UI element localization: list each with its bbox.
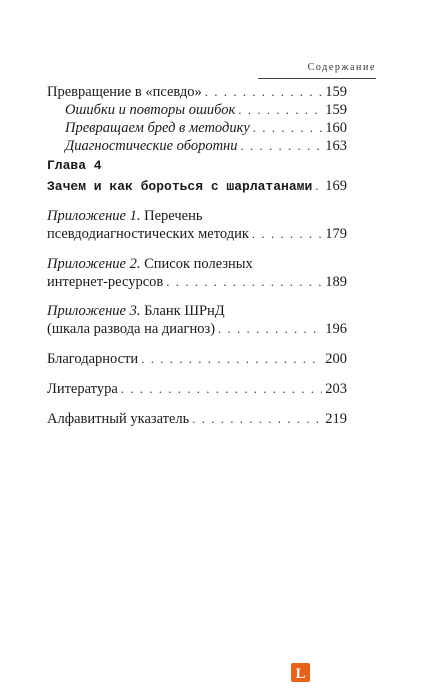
appendix-prefix: Приложение 1. — [47, 208, 141, 224]
leader-dots — [141, 350, 322, 368]
header-rule — [258, 78, 376, 79]
leader-dots — [238, 101, 322, 119]
toc-subentry-label: Ошибки и повторы ошибок — [65, 102, 236, 118]
toc-entry-page: 159 — [325, 84, 347, 100]
leader-dots — [166, 273, 322, 291]
appendix-3-line2[interactable] — [47, 320, 347, 338]
leader-dots — [252, 225, 322, 243]
appendix-title-cont: интернет-ресурсов — [47, 274, 164, 290]
appendix-title: Список полезных — [140, 256, 253, 272]
toc-subentry[interactable] — [65, 101, 347, 119]
backmatter-page: 219 — [325, 411, 347, 427]
appendix-2-line1[interactable] — [47, 255, 347, 273]
toc-subentry-page: 160 — [325, 120, 347, 136]
appendix-2-line2[interactable] — [47, 273, 347, 291]
toc-backmatter-entry[interactable] — [47, 350, 347, 368]
toc-chapter-entry[interactable] — [47, 177, 347, 195]
toc-subentry[interactable] — [65, 137, 347, 155]
toc-entry[interactable] — [47, 83, 347, 101]
appendix-page: 196 — [325, 321, 347, 337]
toc-subentry[interactable] — [65, 119, 347, 137]
appendix-title-cont: (шкала развода на диагноз) — [47, 321, 216, 337]
toc-subentry-page: 163 — [325, 138, 347, 154]
appendix-title: Бланк ШРнД — [140, 303, 225, 319]
leader-dots — [205, 83, 322, 101]
appendix-page: 189 — [325, 274, 347, 290]
appendix-prefix: Приложение 2. — [47, 256, 141, 272]
appendix-1-line1[interactable] — [47, 207, 347, 225]
chapter-page: 169 — [325, 178, 347, 194]
appendix-title: Перечень — [140, 208, 203, 224]
leader-dots — [253, 119, 322, 137]
appendix-3-line1[interactable] — [47, 302, 347, 320]
appendix-prefix: Приложение 3. — [47, 303, 141, 319]
chapter-number: Глава 4 — [47, 158, 102, 173]
toc-backmatter-entry[interactable] — [47, 380, 347, 398]
backmatter-page: 203 — [325, 381, 347, 397]
running-head: Содержание — [307, 62, 376, 73]
backmatter-label: Благодарности — [47, 351, 139, 367]
backmatter-label: Литература — [47, 381, 118, 397]
backmatter-page: 200 — [325, 351, 347, 367]
toc-entry-label: Превращение в «псевдо» — [47, 84, 202, 100]
leader-dots — [241, 137, 323, 155]
publisher-logo-letter: L — [295, 666, 306, 682]
appendix-1-line2[interactable] — [47, 225, 347, 243]
toc-subentry-page: 159 — [325, 102, 347, 118]
leader-dots — [192, 410, 322, 428]
toc-subentry-label: Диагностические оборотни — [65, 138, 238, 154]
leader-dots — [218, 320, 322, 338]
toc-subentry-label: Превращаем бред в методику — [65, 120, 250, 136]
appendix-page: 179 — [325, 226, 347, 242]
leader-dots — [315, 177, 322, 195]
leader-dots — [121, 380, 322, 398]
chapter-title: Зачем и как бороться с шарлатанами — [47, 179, 313, 194]
publisher-logo-icon — [291, 663, 310, 682]
toc-backmatter-entry[interactable] — [47, 410, 347, 428]
appendix-title-cont: псевдодиагностических методик — [47, 226, 249, 242]
backmatter-label: Алфавитный указатель — [47, 411, 190, 427]
